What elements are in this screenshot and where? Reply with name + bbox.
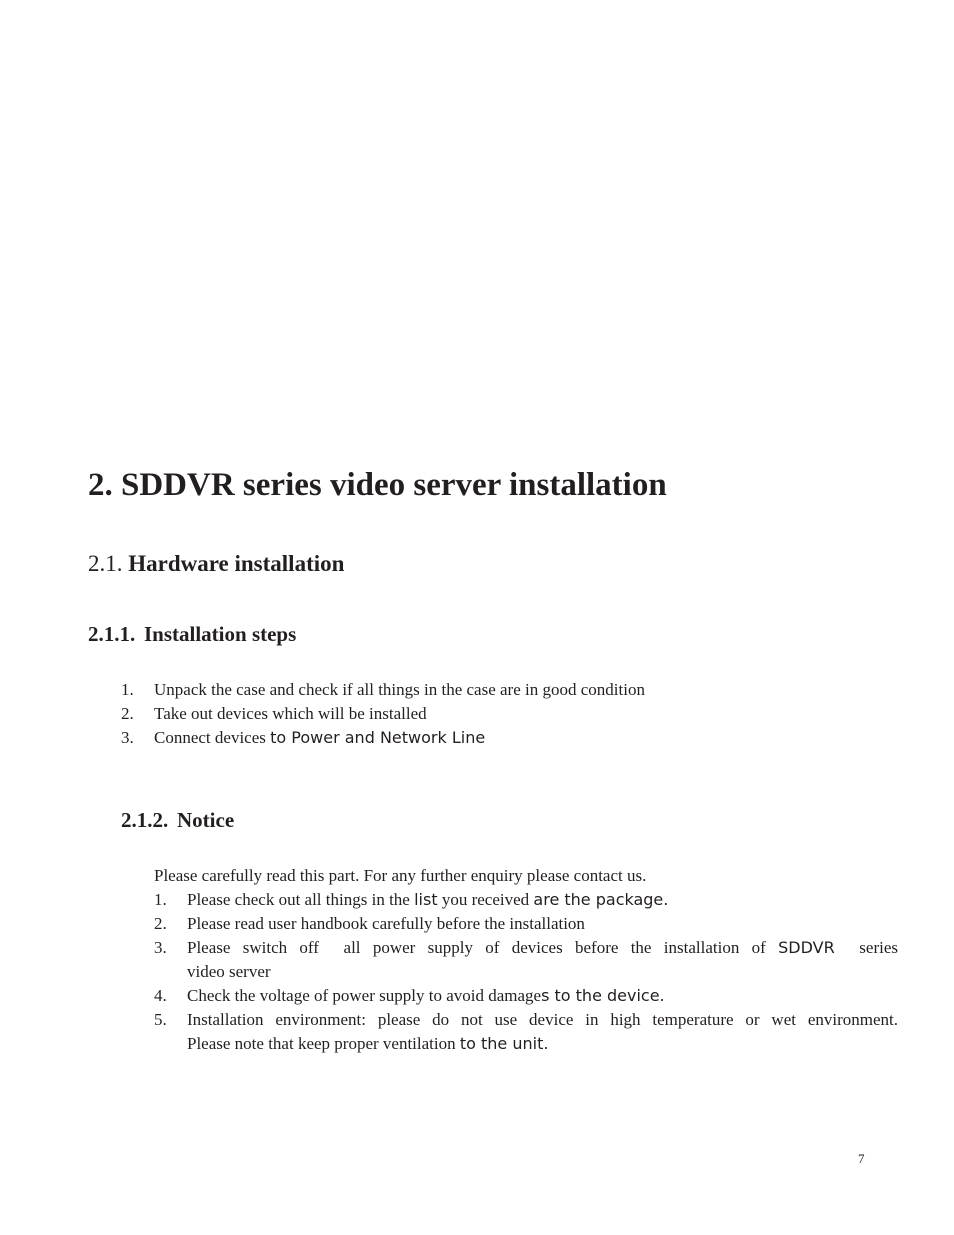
list-item-text (187, 888, 898, 912)
list-item-number: 1. (121, 680, 134, 699)
subsection-title-installation-steps (88, 620, 296, 648)
list-item-number: 3. (121, 728, 134, 747)
list-item (154, 912, 898, 936)
text-part: Please check out all things in the (187, 890, 415, 909)
text-part-sans: are the package. (533, 890, 669, 909)
list-item-text (154, 726, 485, 750)
text-part-sans: to the unit. (459, 1034, 549, 1053)
section-number: 2.1. (88, 551, 123, 576)
page-number: 7 (858, 1151, 865, 1166)
list-item-number: 5. (154, 1010, 167, 1029)
list-item-number: 3. (154, 938, 167, 957)
text-line (187, 1032, 898, 1056)
list-item-text: Unpack the case and check if all things in the case are in good condition (154, 680, 645, 699)
list-item-text-serif: Connect devices (154, 728, 271, 747)
text-line (187, 936, 898, 960)
text-part: Check the voltage of power supply to avoid damage (187, 986, 542, 1005)
list-item (154, 936, 898, 984)
list-item (154, 984, 898, 1008)
list-item (121, 726, 741, 750)
chapter-title: 2. SDDVR series video server installation (88, 467, 667, 503)
list-item-text: Please read user handbook carefully before the installation (187, 914, 585, 933)
list-item-text (187, 936, 898, 984)
text-line: Installation environment: please do not use device in high temperature or wet environment. (187, 1010, 898, 1029)
section-title (88, 549, 344, 579)
text-part: series (834, 938, 898, 957)
list-item (154, 1008, 898, 1056)
list-item-number: 2. (154, 914, 167, 933)
notice-intro: Please carefully read this part. For any further enquiry please contact us. (154, 866, 647, 885)
notice-list (154, 888, 898, 1056)
list-item (154, 888, 898, 912)
subsection-number: 2.1.1. (88, 622, 136, 646)
list-item-number: 1. (154, 890, 167, 909)
subsection-number: 2.1.2. (121, 808, 169, 832)
text-part: Please switch off all power supply of devices before the installation of (187, 938, 779, 957)
installation-steps-list (121, 678, 741, 750)
text-part: you received (437, 890, 534, 909)
list-item-number: 2. (121, 704, 134, 723)
subsection-title-notice (121, 806, 234, 834)
list-item-number: 4. (154, 986, 167, 1005)
text-line: video server (187, 962, 271, 981)
list-item-text (187, 1008, 898, 1056)
list-item-text (187, 984, 898, 1008)
subsection-title-text: Installation steps (144, 622, 297, 646)
subsection-title-text: Notice (177, 808, 235, 832)
text-part-sans: SDDVR (778, 938, 835, 957)
list-item-text: Take out devices which will be installed (154, 704, 427, 723)
list-item (121, 702, 741, 726)
text-part: Please note that keep proper ventilation (187, 1034, 460, 1053)
list-item-text-sans: to Power and Network Line (270, 728, 486, 747)
text-part-sans: list (414, 890, 438, 909)
text-part-sans: s to the device. (541, 986, 665, 1005)
list-item (121, 678, 741, 702)
section-title-text: Hardware installation (128, 551, 345, 576)
